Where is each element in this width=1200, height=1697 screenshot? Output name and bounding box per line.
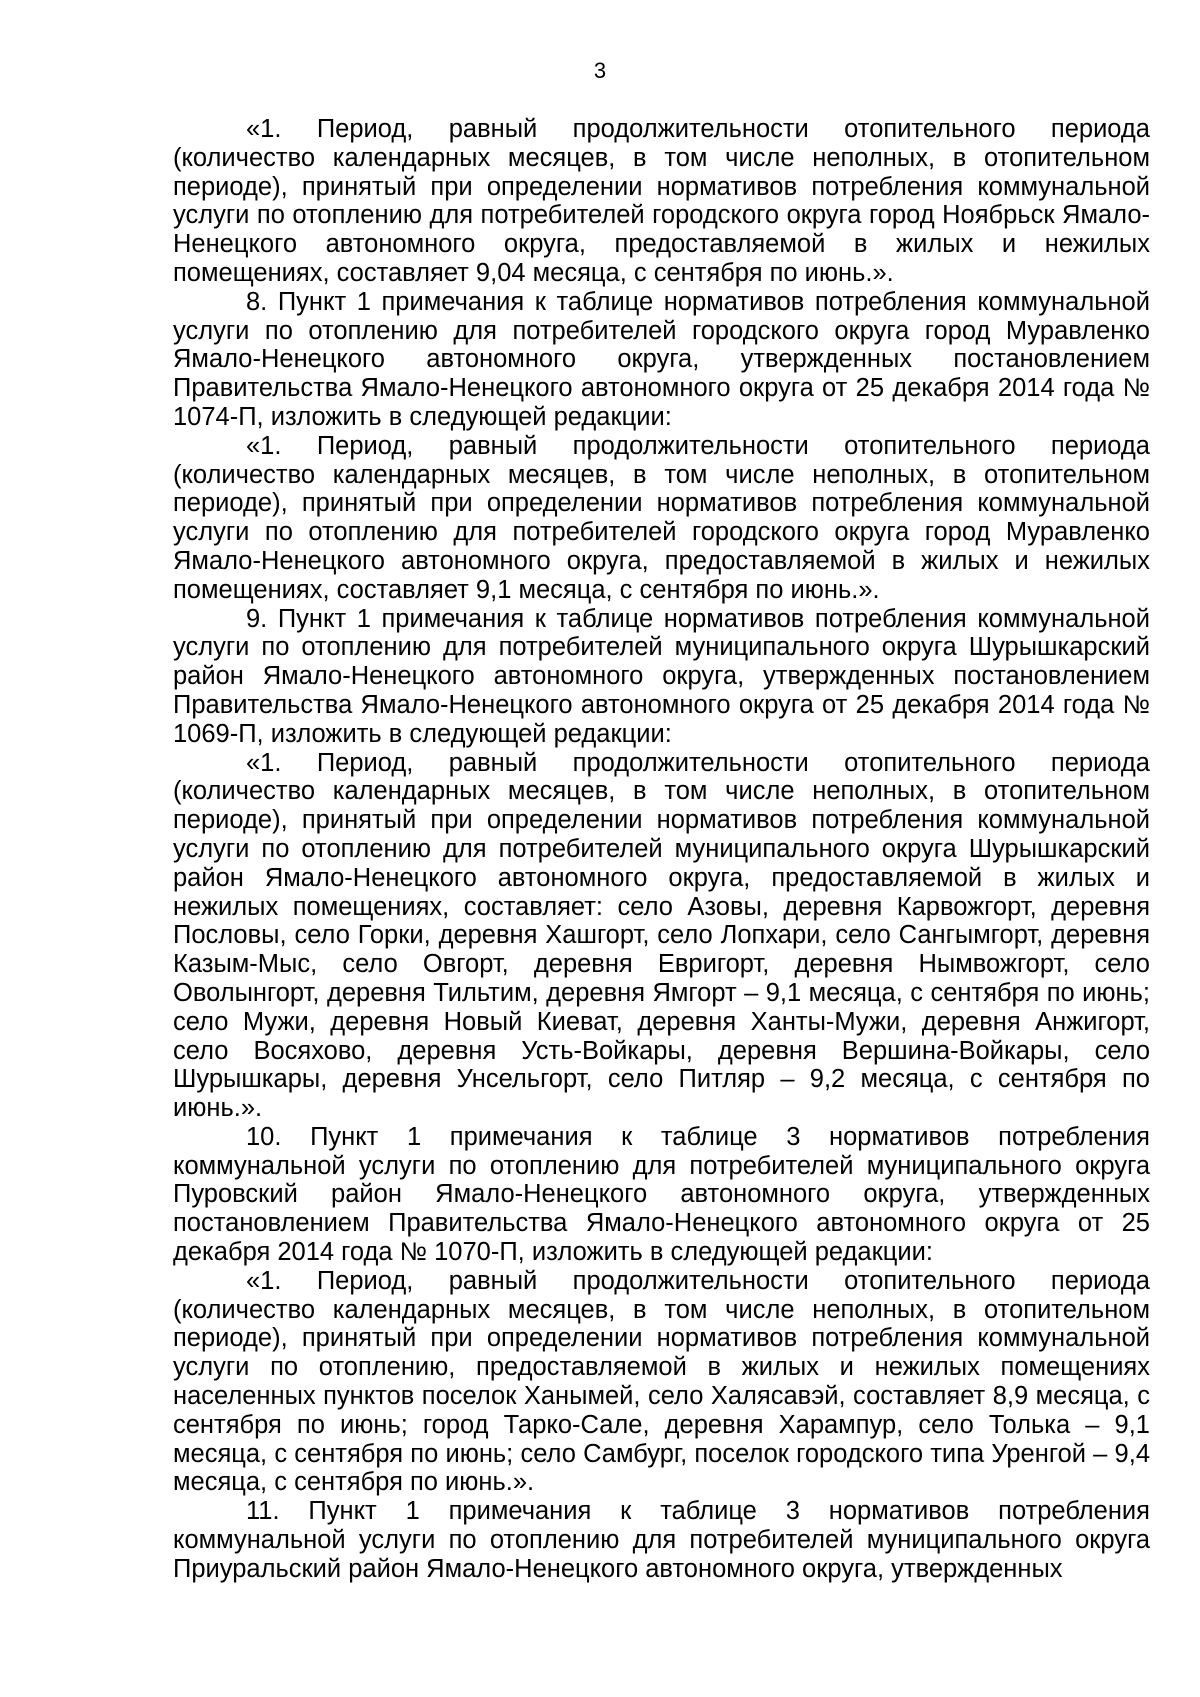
paragraph-item-8: 8. Пункт 1 примечания к таблице нормативов потребления коммунальной услуги по отоплению для потребителей городского округа город Муравленко Ямало-Ненецкого автономного округа, утвержденных постановлением Правительства Ямало-Ненецкого автономного округа от 25 декабря 2014 года № 1074-П, изложить в следующей редакции: xyxy=(173,287,1150,431)
paragraph-quote-noyabrsk: «1. Период, равный продолжительности отопительного периода (количество календарных месяцев, в том числе неполных, в отопительном периоде), принятый при определении нормативов потребления коммунальной услуги по отоплению для потребителей городского округа город Ноябрьск Ямало-Ненецкого автономного округа, предоставляемой в жилых и нежилых помещениях, составляет 9,04 месяца, с сентября по июнь.». xyxy=(173,115,1150,287)
document-body xyxy=(173,115,1150,1584)
paragraph-quote-muravlenko: «1. Период, равный продолжительности отопительного периода (количество календарных месяцев, в том числе неполных, в отопительном периоде), принятый при определении нормативов потребления коммунальной услуги по отоплению для потребителей городского округа город Муравленко Ямало-Ненецкого автономного округа, предоставляемой в жилых и нежилых помещениях, составляет 9,1 месяца, с сентября по июнь.». xyxy=(173,431,1150,604)
paragraph-quote-purovsky: «1. Период, равный продолжительности отопительного периода (количество календарных месяцев, в том числе неполных, в отопительном периоде), принятый при определении нормативов потребления коммунальной услуги по отоплению, предоставляемой в жилых и нежилых помещениях населенных пунктов поселок Ханымей, село Халясавэй, составляет 8,9 месяца, с сентября по июнь; город Тарко-Сале, деревня Харампур, село Толька – 9,1 месяца, с сентября по июнь; село Самбург, поселок городского типа Уренгой – 9,4 месяца, с сентября по июнь.». xyxy=(173,1266,1150,1497)
page-number: 3 xyxy=(593,58,607,83)
paragraph-item-11: 11. Пункт 1 примечания к таблице 3 нормативов потребления коммунальной услуги по отоплению для потребителей муниципального округа Приуральский район Ямало-Ненецкого автономного округа, утвержденных xyxy=(173,1497,1150,1583)
paragraph-item-10: 10. Пункт 1 примечания к таблице 3 нормативов потребления коммунальной услуги по отоплению для потребителей муниципального округа Пуровский район Ямало-Ненецкого автономного округа, утвержденных постановлением Правительства Ямало-Ненецкого автономного округа от 25 декабря 2014 года № 1070-П, изложить в следующей редакции: xyxy=(173,1122,1150,1267)
paragraph-item-9: 9. Пункт 1 примечания к таблице нормативов потребления коммунальной услуги по отоплению для потребителей муниципального округа Шурышкарский район Ямало-Ненецкого автономного округа, утвержденных постановлением Правительства Ямало-Ненецкого автономного округа от 25 декабря 2014 года № 1069-П, изложить в следующей редакции: xyxy=(173,604,1150,748)
paragraph-quote-shuryshkarsky: «1. Период, равный продолжительности отопительного периода (количество календарных месяцев, в том числе неполных, в отопительном периоде), принятый при определении нормативов потребления коммунальной услуги по отоплению для потребителей муниципального округа Шурышкарский район Ямало-Ненецкого автономного округа, предоставляемой в жилых и нежилых помещениях, составляет: село Азовы, деревня Карвожгорт, деревня Пословы, село Горки, деревня Хашгорт, село Лопхари, село Сангымгорт, деревня Казым-Мыс, село Овгорт, деревня Евригорт, деревня Нымвожгорт, село Оволынгорт, деревня Тильтим, деревня Ямгорт – 9,1 месяца, с сентября по июнь; село Мужи, деревня Новый Киеват, деревня Ханты-Мужи, деревня Анжигорт, село Восяхово, деревня Усть-Войкары, деревня Вершина-Войкары, село Шурышкары, деревня Унсельгорт, село Питляр – 9,2 месяца, с сентября по июнь.». xyxy=(173,748,1150,1123)
